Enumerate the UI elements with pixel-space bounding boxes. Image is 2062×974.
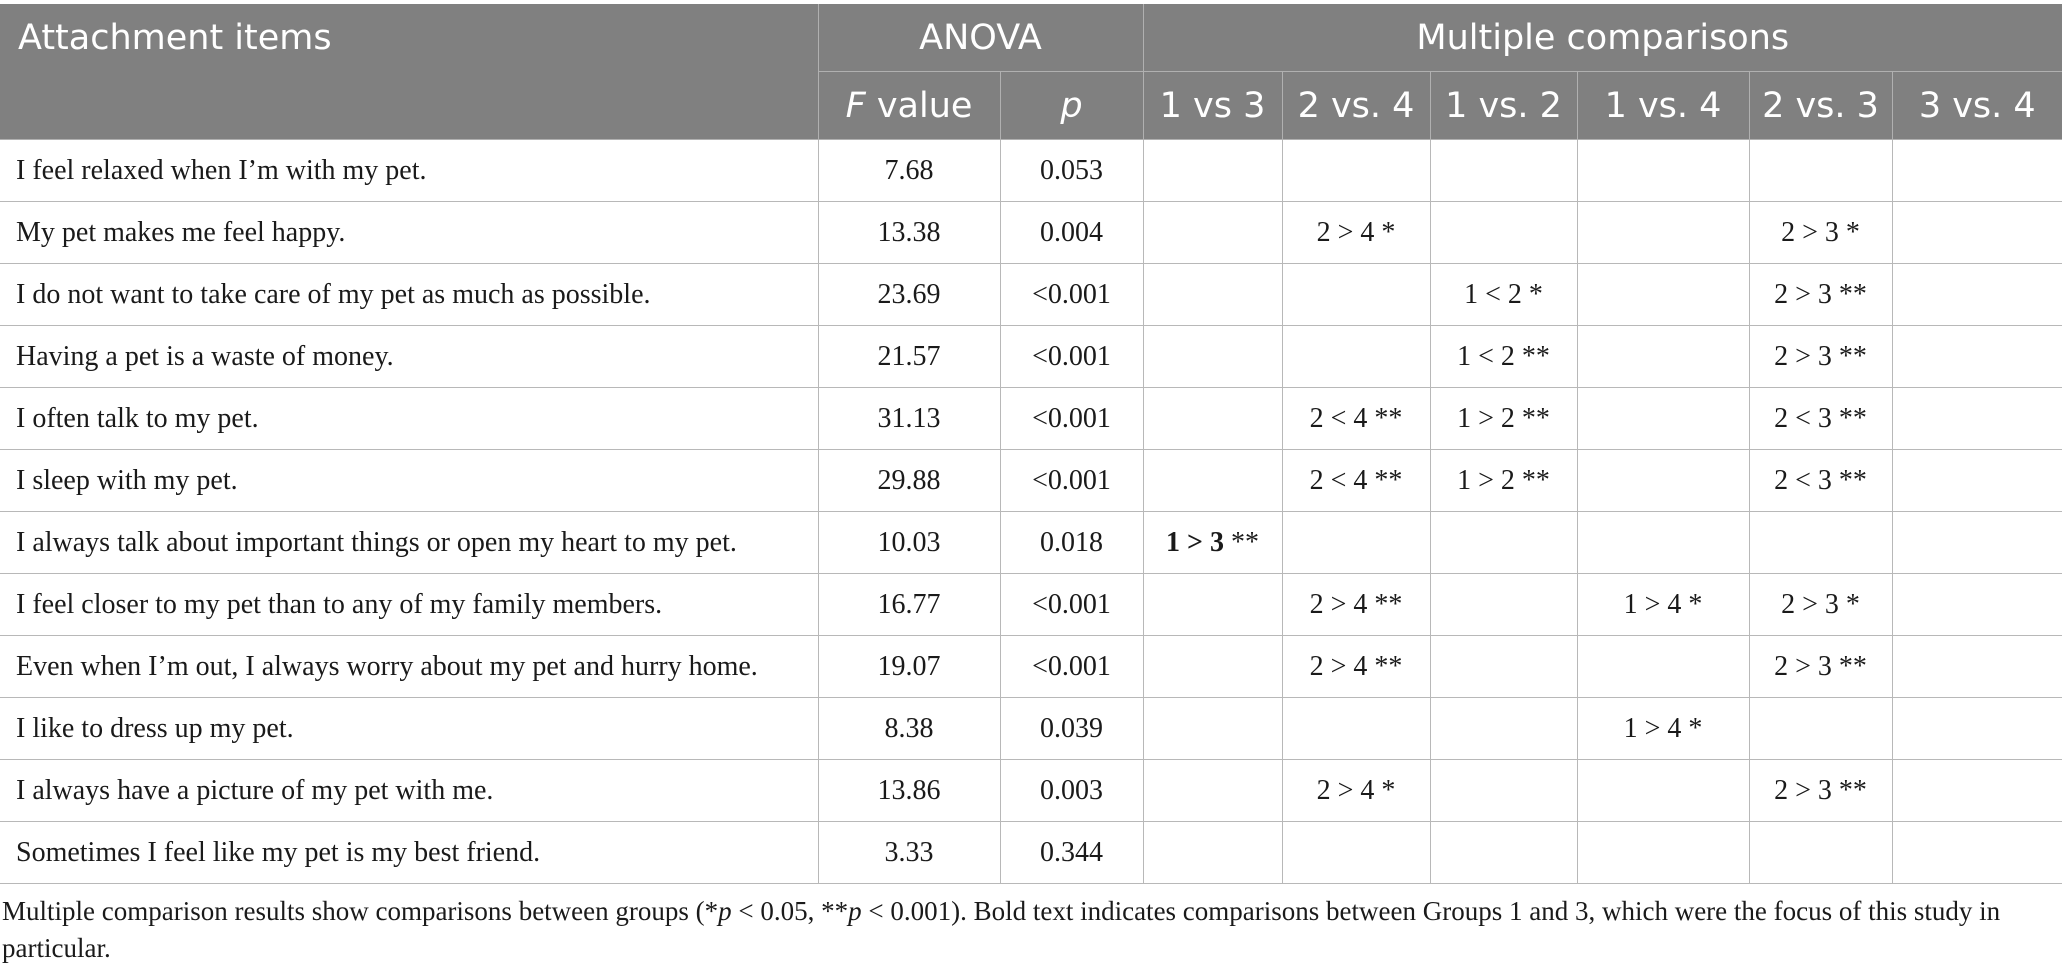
comparison-cell: 2 > 4 * bbox=[1282, 202, 1430, 264]
p-value-cell: <0.001 bbox=[1000, 388, 1143, 450]
comparison-cell bbox=[1430, 636, 1577, 698]
table-row bbox=[0, 140, 2062, 202]
comparison-cell bbox=[1430, 140, 1577, 202]
footnote-p-2: p bbox=[848, 896, 862, 926]
comparison-cell bbox=[1143, 450, 1282, 512]
comparison-cell: 1 < 2 * bbox=[1430, 264, 1577, 326]
header-comparison-1vs3: 1 vs 3 bbox=[1143, 72, 1282, 140]
comparison-cell: 1 > 2 ** bbox=[1430, 388, 1577, 450]
header-multiple-comparisons: Multiple comparisons bbox=[1143, 4, 2062, 72]
footnote-p-1: p bbox=[718, 896, 732, 926]
comparison-cell bbox=[1282, 512, 1430, 574]
comparison-cell bbox=[1430, 822, 1577, 884]
comparison-cell: 2 > 3 ** bbox=[1749, 636, 1892, 698]
comparison-cell bbox=[1430, 512, 1577, 574]
significance-stars: ** bbox=[1223, 526, 1259, 558]
f-suffix: value bbox=[865, 85, 973, 126]
comparison-cell: 2 > 3 * bbox=[1749, 574, 1892, 636]
comparison-cell bbox=[1577, 760, 1749, 822]
f-value-cell: 10.03 bbox=[818, 512, 1000, 574]
comparison-cell bbox=[1143, 636, 1282, 698]
table-row bbox=[0, 574, 2062, 636]
p-value-cell: 0.039 bbox=[1000, 698, 1143, 760]
comparison-cell: 2 > 3 * bbox=[1749, 202, 1892, 264]
comparison-cell bbox=[1892, 388, 2062, 450]
comparison-cell: 2 < 4 ** bbox=[1282, 450, 1430, 512]
comparison-cell bbox=[1577, 326, 1749, 388]
comparison-cell bbox=[1143, 264, 1282, 326]
header-comparison-3vs4: 3 vs. 4 bbox=[1892, 72, 2062, 140]
comparison-cell: 2 > 3 ** bbox=[1749, 326, 1892, 388]
results-table-container bbox=[0, 4, 2062, 884]
comparison-cell bbox=[1577, 388, 1749, 450]
comparison-cell: 2 < 4 ** bbox=[1282, 388, 1430, 450]
item-cell: I feel closer to my pet than to any of my family members. bbox=[0, 574, 818, 636]
comparison-cell bbox=[1143, 822, 1282, 884]
p-value-cell: <0.001 bbox=[1000, 264, 1143, 326]
comparison-cell: 1 > 4 * bbox=[1577, 698, 1749, 760]
anova-results-table bbox=[0, 4, 2062, 884]
f-value-cell: 13.86 bbox=[818, 760, 1000, 822]
p-value-cell: <0.001 bbox=[1000, 326, 1143, 388]
table-row bbox=[0, 388, 2062, 450]
comparison-cell: 2 > 3 ** bbox=[1749, 264, 1892, 326]
f-value-cell: 13.38 bbox=[818, 202, 1000, 264]
comparison-cell bbox=[1892, 264, 2062, 326]
item-cell: I like to dress up my pet. bbox=[0, 698, 818, 760]
comparison-cell: 2 < 3 ** bbox=[1749, 450, 1892, 512]
comparison-cell bbox=[1577, 822, 1749, 884]
table-row bbox=[0, 202, 2062, 264]
comparison-cell: 2 < 3 ** bbox=[1749, 388, 1892, 450]
item-cell: I do not want to take care of my pet as much as possible. bbox=[0, 264, 818, 326]
f-letter: F bbox=[845, 85, 866, 126]
header-f-value bbox=[818, 72, 1000, 140]
comparison-cell bbox=[1143, 388, 1282, 450]
comparison-cell bbox=[1749, 140, 1892, 202]
f-value-cell: 21.57 bbox=[818, 326, 1000, 388]
header-row-top bbox=[0, 4, 2062, 72]
table-row bbox=[0, 636, 2062, 698]
f-value-cell: 7.68 bbox=[818, 140, 1000, 202]
comparison-cell bbox=[1143, 202, 1282, 264]
comparison-cell bbox=[1143, 326, 1282, 388]
comparison-cell: 2 > 3 ** bbox=[1749, 760, 1892, 822]
item-cell: Having a pet is a waste of money. bbox=[0, 326, 818, 388]
comparison-cell bbox=[1892, 698, 2062, 760]
comparison-cell bbox=[1892, 450, 2062, 512]
comparison-cell: 2 > 4 ** bbox=[1282, 636, 1430, 698]
header-comparison-1vs2: 1 vs. 2 bbox=[1430, 72, 1577, 140]
comparison-cell bbox=[1577, 636, 1749, 698]
p-value-cell: <0.001 bbox=[1000, 636, 1143, 698]
header-p bbox=[1000, 72, 1143, 140]
p-value-cell: <0.001 bbox=[1000, 574, 1143, 636]
p-value-cell: 0.344 bbox=[1000, 822, 1143, 884]
comparison-cell: 1 > 2 ** bbox=[1430, 450, 1577, 512]
f-value-cell: 8.38 bbox=[818, 698, 1000, 760]
header-comparison-2vs3: 2 vs. 3 bbox=[1749, 72, 1892, 140]
item-cell: My pet makes me feel happy. bbox=[0, 202, 818, 264]
comparison-cell bbox=[1749, 822, 1892, 884]
header-attachment-items: Attachment items bbox=[0, 4, 818, 140]
comparison-cell bbox=[1282, 326, 1430, 388]
comparison-cell bbox=[1892, 326, 2062, 388]
f-value-cell: 19.07 bbox=[818, 636, 1000, 698]
comparison-cell: 2 > 4 ** bbox=[1282, 574, 1430, 636]
f-value-cell: 16.77 bbox=[818, 574, 1000, 636]
comparison-cell bbox=[1430, 574, 1577, 636]
p-value-cell: 0.004 bbox=[1000, 202, 1143, 264]
comparison-cell bbox=[1892, 574, 2062, 636]
comparison-cell: 1 > 4 * bbox=[1577, 574, 1749, 636]
comparison-cell bbox=[1143, 698, 1282, 760]
item-cell: I always talk about important things or open my heart to my pet. bbox=[0, 512, 818, 574]
comparison-cell bbox=[1892, 512, 2062, 574]
table-row bbox=[0, 450, 2062, 512]
comparison-cell bbox=[1282, 264, 1430, 326]
item-cell: I sleep with my pet. bbox=[0, 450, 818, 512]
comparison-cell bbox=[1892, 140, 2062, 202]
comparison-cell bbox=[1749, 698, 1892, 760]
bold-comparison: 1 > 3 bbox=[1166, 526, 1224, 558]
item-cell: Even when I’m out, I always worry about my pet and hurry home. bbox=[0, 636, 818, 698]
comparison-cell bbox=[1577, 140, 1749, 202]
header-anova: ANOVA bbox=[818, 4, 1143, 72]
table-row bbox=[0, 264, 2062, 326]
comparison-cell: 2 > 4 * bbox=[1282, 760, 1430, 822]
table-row bbox=[0, 512, 2062, 574]
comparison-cell bbox=[1892, 636, 2062, 698]
comparison-cell: 1 < 2 ** bbox=[1430, 326, 1577, 388]
table-row bbox=[0, 698, 2062, 760]
header-comparison-1vs4: 1 vs. 4 bbox=[1577, 72, 1749, 140]
item-cell: I often talk to my pet. bbox=[0, 388, 818, 450]
p-letter: p bbox=[1060, 85, 1083, 126]
f-value-cell: 29.88 bbox=[818, 450, 1000, 512]
p-value-cell: 0.018 bbox=[1000, 512, 1143, 574]
item-cell: Sometimes I feel like my pet is my best friend. bbox=[0, 822, 818, 884]
comparison-cell bbox=[1577, 202, 1749, 264]
footnote-part-3: < 0.001). Bold text indicates comparisons between Groups 1 and 3, which were the focus of this study in particular. bbox=[2, 896, 2001, 963]
table-row bbox=[0, 760, 2062, 822]
comparison-cell bbox=[1282, 822, 1430, 884]
footnote-part-1: Multiple comparison results show comparisons between groups (* bbox=[2, 896, 719, 926]
comparison-cell bbox=[1749, 512, 1892, 574]
f-value-cell: 23.69 bbox=[818, 264, 1000, 326]
f-value-cell: 31.13 bbox=[818, 388, 1000, 450]
comparison-cell bbox=[1143, 140, 1282, 202]
comparison-cell bbox=[1143, 760, 1282, 822]
comparison-cell bbox=[1892, 760, 2062, 822]
comparison-cell bbox=[1577, 450, 1749, 512]
p-value-cell: <0.001 bbox=[1000, 450, 1143, 512]
p-value-cell: 0.053 bbox=[1000, 140, 1143, 202]
comparison-cell bbox=[1892, 202, 2062, 264]
p-value-cell: 0.003 bbox=[1000, 760, 1143, 822]
comparison-cell bbox=[1143, 574, 1282, 636]
footnote-part-2: < 0.05, ** bbox=[731, 896, 849, 926]
comparison-cell bbox=[1430, 698, 1577, 760]
comparison-cell bbox=[1430, 202, 1577, 264]
item-cell: I always have a picture of my pet with me. bbox=[0, 760, 818, 822]
comparison-cell bbox=[1282, 140, 1430, 202]
table-row bbox=[0, 822, 2062, 884]
comparison-cell bbox=[1577, 512, 1749, 574]
comparison-cell-bold bbox=[1143, 512, 1282, 574]
table-row bbox=[0, 326, 2062, 388]
header-comparison-2vs4: 2 vs. 4 bbox=[1282, 72, 1430, 140]
table-footnote bbox=[2, 893, 2042, 967]
f-value-cell: 3.33 bbox=[818, 822, 1000, 884]
comparison-cell bbox=[1282, 698, 1430, 760]
comparison-cell bbox=[1577, 264, 1749, 326]
item-cell: I feel relaxed when I’m with my pet. bbox=[0, 140, 818, 202]
comparison-cell bbox=[1430, 760, 1577, 822]
comparison-cell bbox=[1892, 822, 2062, 884]
